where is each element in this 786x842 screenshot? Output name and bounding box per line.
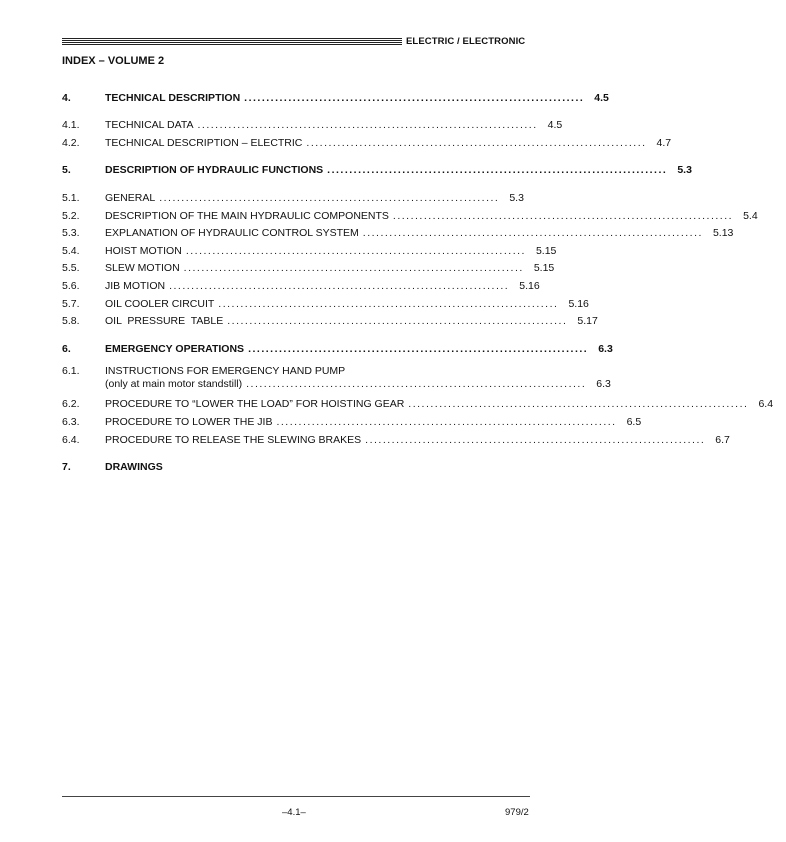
toc-entry-4-2[interactable] [62, 131, 672, 149]
toc-page: 6.3 [598, 342, 613, 355]
toc-page: 5.16 [568, 297, 589, 310]
toc-entry-5-4[interactable] [62, 239, 557, 257]
dot-leader: ............................................................................. [365, 433, 706, 446]
toc-entry-5-5[interactable] [62, 257, 555, 275]
toc-entry-6[interactable] [62, 337, 613, 355]
toc-entry-5-3[interactable] [62, 222, 734, 240]
toc-title: PROCEDURE TO “LOWER THE LOAD” FOR HOISTING GEAR [105, 398, 405, 411]
toc-title-line-2 [105, 378, 590, 390]
dot-leader: ............................................................................. [159, 191, 500, 204]
toc-number: 6. [62, 342, 71, 355]
dot-leader: ............................................................................. [246, 377, 587, 390]
toc-title: OIL COOLER CIRCUIT [105, 297, 215, 310]
dot-leader: ............................................................................. [362, 227, 703, 240]
toc-entry-5-8[interactable] [62, 310, 598, 328]
header-section-label: ELECTRIC / ELECTRONIC [406, 36, 526, 47]
toc-number: 7. [62, 461, 71, 474]
dot-leader: ............................................................................. [227, 315, 568, 328]
toc-page: 5.17 [577, 315, 598, 328]
toc-page: 5.3 [677, 164, 692, 177]
dot-leader: ............................................................................. [169, 279, 510, 292]
toc-entry-5-7[interactable] [62, 292, 589, 310]
toc-number: 6.1. [62, 364, 80, 377]
footer-rule [62, 796, 530, 797]
toc-title: INSTRUCTIONS FOR EMERGENCY HAND PUMP [105, 364, 346, 377]
toc-entry-5-2[interactable] [62, 204, 758, 222]
toc-entry-4-1[interactable] [62, 114, 563, 132]
header-rule [62, 38, 402, 46]
toc-page: 5.3 [509, 191, 524, 204]
dot-leader: ............................................................................. [276, 415, 617, 428]
toc-number: 5.5. [62, 262, 80, 275]
toc-title: TECHNICAL DATA [105, 119, 194, 132]
toc-page: 6.7 [715, 433, 730, 446]
index-title: INDEX – VOLUME 2 [62, 55, 165, 67]
toc-title: EMERGENCY OPERATIONS [105, 342, 245, 355]
toc-number: 5.7. [62, 297, 80, 310]
dot-leader: ............................................................................. [248, 342, 589, 355]
toc-number: 5.3. [62, 227, 80, 240]
toc-title: DESCRIPTION OF THE MAIN HYDRAULIC COMPONENTS [105, 209, 389, 222]
dot-leader: ............................................................................. [185, 244, 526, 257]
toc-page: 6.4 [758, 398, 774, 411]
toc-title: PROCEDURE TO RELEASE THE SLEWING BRAKES [105, 433, 362, 446]
toc-page: 5.4 [743, 209, 758, 222]
toc-entry-5-1[interactable] [62, 186, 530, 204]
toc-number: 4.2. [62, 136, 80, 149]
toc-entry-4[interactable] [62, 86, 609, 104]
toc-title: TECHNICAL DESCRIPTION – ELECTRIC [105, 136, 303, 149]
toc-page: 4.5 [594, 91, 609, 104]
toc-page: 4.5 [547, 119, 563, 132]
toc-page: 5.13 [712, 227, 734, 240]
toc-number: 5. [62, 164, 71, 177]
dot-leader: ............................................................................. [244, 91, 585, 104]
toc-entry-6-2[interactable] [62, 393, 774, 411]
dot-leader: ............................................................................. [392, 209, 734, 222]
toc-number: 6.3. [62, 415, 80, 428]
toc-entry-7[interactable] [62, 456, 530, 474]
toc-title: HOIST MOTION [105, 244, 182, 257]
footer-document-code: 979/2 [505, 807, 529, 818]
toc-number: 5.2. [62, 209, 80, 222]
toc-title: SLEW MOTION [105, 262, 180, 275]
toc-title: DRAWINGS [105, 461, 163, 474]
toc-number: 6.4. [62, 433, 80, 446]
footer-page-number: –4.1– [282, 807, 306, 818]
toc-page: 4.7 [656, 136, 672, 149]
dot-leader: ............................................................................. [306, 136, 647, 149]
toc-number: 6.2. [62, 398, 80, 411]
toc-title: EXPLANATION OF HYDRAULIC CONTROL SYSTEM [105, 227, 359, 240]
dot-leader: ............................................................................. [183, 262, 524, 275]
toc-title: DESCRIPTION OF HYDRAULIC FUNCTIONS [105, 164, 324, 177]
dot-leader: ............................................................................. [197, 119, 538, 132]
toc-entry-5[interactable] [62, 159, 692, 177]
toc-page: 5.15 [533, 262, 555, 275]
toc-number: 5.8. [62, 315, 80, 328]
dot-leader: ............................................................................. [327, 164, 668, 177]
toc-page: 5.15 [535, 244, 557, 257]
toc-number: 5.1. [62, 191, 80, 204]
toc-number: 4. [62, 91, 71, 104]
toc-title: OIL PRESSURE TABLE [105, 315, 224, 328]
toc-entry-5-6[interactable] [62, 274, 540, 292]
toc-title: JIB MOTION [105, 279, 166, 292]
dot-leader: ............................................................................. [408, 398, 749, 411]
toc-subtitle: (only at main motor standstill) [105, 377, 243, 390]
toc-entry-6-3[interactable] [62, 410, 642, 428]
toc-title: PROCEDURE TO LOWER THE JIB [105, 415, 273, 428]
toc-entry-6-1[interactable] [62, 364, 611, 390]
toc-entry-6-4[interactable] [62, 428, 730, 446]
dot-leader: ............................................................................. [218, 297, 559, 310]
toc-page: 6.5 [626, 415, 642, 428]
toc-page: 6.3 [596, 377, 611, 390]
toc-number: 5.4. [62, 244, 80, 257]
toc-title-block [105, 365, 590, 390]
table-of-contents [62, 86, 774, 474]
toc-title: GENERAL [105, 191, 156, 204]
toc-number: 5.6. [62, 279, 80, 292]
toc-title: TECHNICAL DESCRIPTION [105, 91, 241, 104]
toc-page: 5.16 [519, 279, 540, 292]
toc-number: 4.1. [62, 119, 80, 132]
